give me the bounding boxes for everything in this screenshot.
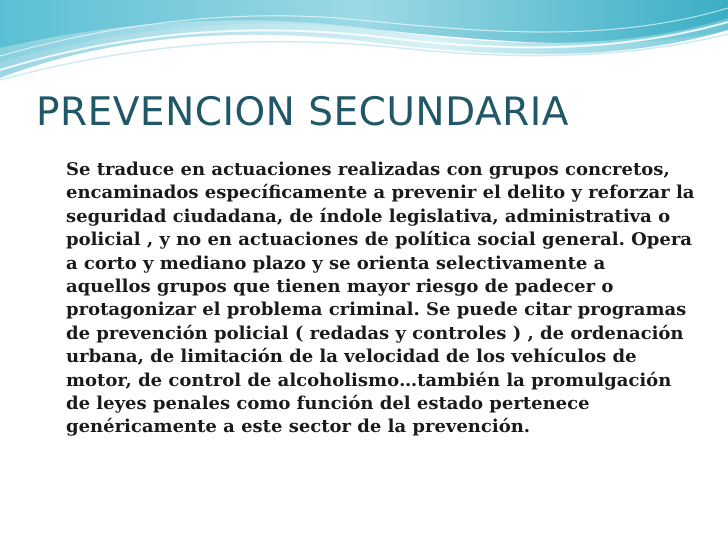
slide-body-text: Se traduce en actuaciones realizadas con grupos concretos, encaminados específicamente a prevenir el delito y reforzar la seguridad ciudadana, de índole legislativa, administrativa o policial , y no en actuaciones de política social general. Opera a corto y mediano plazo y se orienta selectivamente a aquellos grupos que tienen mayor riesgo de padecer o protagonizar el problema criminal. Se puede citar programas de prevención policial ( redadas y controles ) , de ordenación urbana, de limitación de la velocidad de los vehículos de motor, de control de alcoholismo…también la promulgación de leyes penales como función del estado pertenece genéricamente a este sector de la prevención.	[66, 159, 695, 438]
header-wave-decoration	[0, 0, 728, 90]
slide-title: PREVENCION SECUNDARIA	[36, 90, 569, 135]
